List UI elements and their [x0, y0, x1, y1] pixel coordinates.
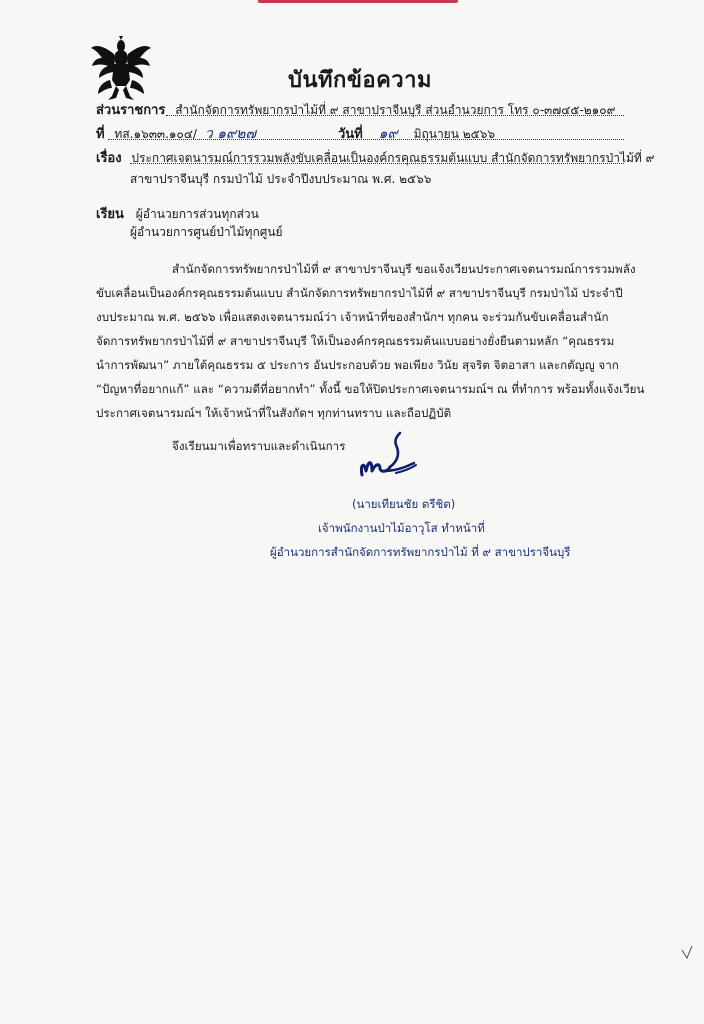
agency-dotted-line	[166, 115, 624, 116]
date-row	[338, 123, 495, 145]
closing-line: จึงเรียนมาเพื่อทราบและดำเนินการ	[172, 439, 346, 453]
reference-label: ที่	[96, 127, 105, 142]
to-line-1: ผู้อำนวยการส่วนทุกส่วน	[135, 207, 259, 221]
subject-dotted-line	[130, 163, 624, 164]
top-edge-mark	[258, 0, 458, 3]
garuda-emblem-icon	[90, 36, 152, 102]
corner-mark-icon	[680, 944, 694, 962]
subject-label: เรื่อง	[96, 151, 122, 166]
body-line: ขับเคลื่อนเป็นองค์กรคุณธรรมต้นแบบ สำนักจัดการทรัพยากรป่าไม้ที่ ๙ สาขาปราจีนบุรี กรมป่าไม้ ประจำปี	[96, 286, 623, 300]
subject-row	[96, 147, 654, 168]
to-label: เรียน	[96, 207, 124, 222]
body-line: งบประมาณ พ.ศ. ๒๕๖๖ เพื่อแสดงเจตนารมณ์ว่า เจ้าหน้าที่ของสำนักฯ ทุกคน จะร่วมกันขับเคลื่อนสำนัก	[96, 310, 609, 324]
to-line-2: ผู้อำนวยการศูนย์ป่าไม้ทุกศูนย์	[130, 225, 283, 239]
subject-line-2: สาขาปราจีนบุรี กรมป่าไม้ ประจำปีงบประมาณ พ.ศ. ๒๕๖๖	[130, 172, 432, 186]
reference-value: ทส.๑๖๓๓.๑๐๔/	[114, 127, 197, 141]
agency-label: ส่วนราชการ	[96, 103, 166, 118]
date-day-handwritten: ๑๙	[378, 126, 398, 142]
body-line: นำการพัฒนา” ภายใต้คุณธรรม ๕ ประการ อันประกอบด้วย พอเพียง วินัย สุจริต จิตอาสา และกตัญญู จาก	[96, 358, 619, 372]
agency-row	[96, 99, 615, 120]
agency-value: สำนักจัดการทรัพยากรป่าไม้ที่ ๙ สาขาปราจีนบุรี ส่วนอำนวยการ โทร ๐-๓๗๔๕-๒๑๐๙	[175, 103, 616, 117]
signature-image	[340, 425, 430, 485]
to-row	[96, 203, 259, 224]
body-line: ประกาศเจตนารมณ์ฯ ให้เจ้าหน้าที่ในสังกัดฯ ทุกท่านทราบ และถือปฏิบัติ	[96, 406, 452, 420]
reference-row	[96, 123, 256, 145]
subject-line-1: ประกาศเจตนารมณ์การรวมพลังขับเคลื่อนเป็นองค์กรคุณธรรมต้นแบบ สำนักจัดการทรัพยากรป่าไม้ที่ ๙	[131, 151, 655, 165]
page-title: บันทึกข้อความ	[288, 68, 433, 93]
reference-dotted-line	[108, 139, 624, 140]
body-line: “ปัญหาที่อยากแก้” และ “ความดีที่อยากทำ” ทั้งนี้ ขอให้ปิดประกาศเจตนารมณ์ฯ ณ ที่ทำการ พร้อมทั้งแจ้งเวียน	[96, 382, 645, 396]
signer-office: ผู้อำนวยการสำนักจัดการทรัพยากรป่าไม้ ที่ ๙ สาขาปราจีนบุรี	[270, 545, 571, 559]
date-month-year: มิถุนายน ๒๕๖๖	[413, 127, 495, 141]
signer-name: (นายเทียนชัย ตรีชิต)	[352, 497, 456, 511]
reference-handwritten: ว ๑๙๒๗	[204, 126, 257, 142]
date-label: วันที่	[338, 127, 363, 142]
body-line: จัดการทรัพยากรป่าไม้ที่ ๙ สาขาปราจีนบุรี ให้เป็นองค์กรคุณธรรมต้นแบบอย่างยั่งยืนตามหลัก “คุณธรรม	[96, 334, 615, 348]
body-line: สำนักจัดการทรัพยากรป่าไม้ที่ ๙ สาขาปราจีนบุรี ขอแจ้งเวียนประกาศเจตนารมณ์การรวมพลัง	[172, 262, 636, 276]
signer-position: เจ้าพนักงานป่าไม้อาวุโส ทำหน้าที่	[318, 521, 485, 535]
